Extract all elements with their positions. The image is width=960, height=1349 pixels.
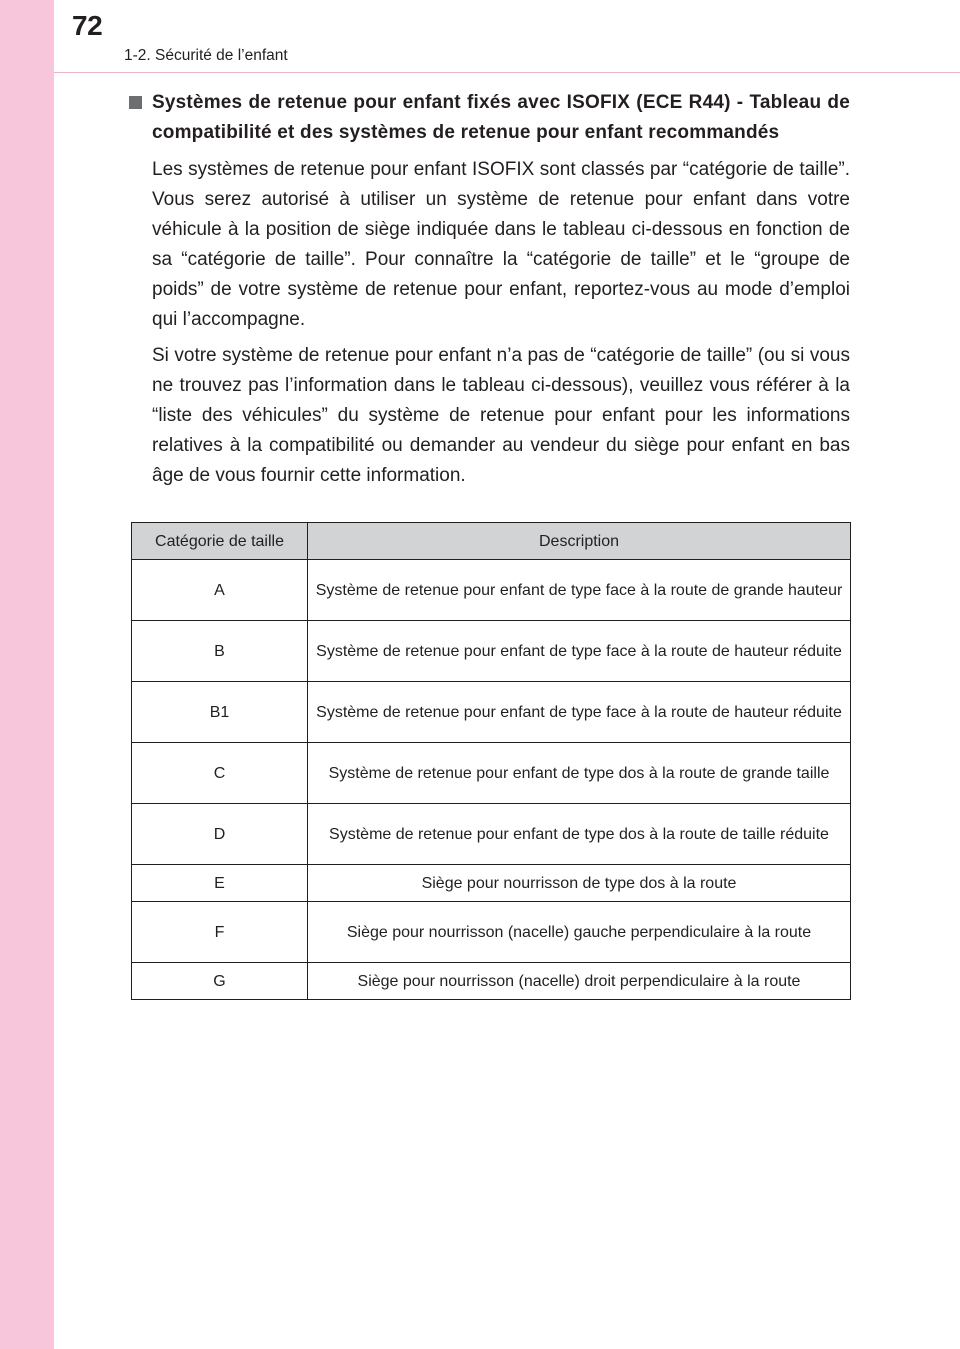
table-row <box>132 682 851 743</box>
description-cell: Système de retenue pour enfant de type face à la route de hauteur réduite <box>308 682 851 743</box>
table-row <box>132 902 851 963</box>
page-number: 72 <box>72 10 103 41</box>
size-category-cell: D <box>132 804 308 865</box>
section-heading-text: Systèmes de retenue pour enfant fixés avec ISOFIX (ECE R44) - Tableau de compatibilité et des systèmes de retenue pour enfant recommandés <box>152 92 850 143</box>
section-header: 1-2. Sécurité de l’enfant <box>124 47 288 64</box>
table-row <box>132 621 851 682</box>
table-row <box>132 963 851 1000</box>
size-category-cell: E <box>132 865 308 902</box>
size-category-cell: A <box>132 560 308 621</box>
description-cell: Système de retenue pour enfant de type face à la route de grande hauteur <box>308 560 851 621</box>
size-category-cell: C <box>132 743 308 804</box>
header-rule <box>54 72 960 73</box>
size-category-cell: B1 <box>132 682 308 743</box>
description-cell: Système de retenue pour enfant de type dos à la route de taille réduite <box>308 804 851 865</box>
size-category-cell: F <box>132 902 308 963</box>
table-row <box>132 865 851 902</box>
size-category-table <box>131 522 851 1000</box>
description-cell: Siège pour nourrisson de type dos à la route <box>308 865 851 902</box>
description-cell: Siège pour nourrisson (nacelle) gauche perpendiculaire à la route <box>308 902 851 963</box>
paragraph: Si votre système de retenue pour enfant n’a pas de “catégorie de taille” (ou si vous ne trouvez pas l’information dans le tableau ci-dessous), veuillez vous référer à la “liste des véhicules” du système de retenue pour enfant pour les informations relatives à la compatibilité ou demander au vendeur du siège pour enfant en bas âge de vous fournir cette information. <box>152 345 850 486</box>
page-sidebar-tab <box>0 0 54 1349</box>
table-header-cell: Description <box>308 523 851 560</box>
description-cell: Système de retenue pour enfant de type face à la route de hauteur réduite <box>308 621 851 682</box>
table-header-cell: Catégorie de taille <box>132 523 308 560</box>
description-cell: Siège pour nourrisson (nacelle) droit perpendiculaire à la route <box>308 963 851 1000</box>
table-row <box>132 743 851 804</box>
paragraph: Les systèmes de retenue pour enfant ISOFIX sont classés par “catégorie de taille”. Vous serez autorisé à utiliser un système de retenue pour enfant dans votre véhicule à la position de siège indiquée dans le tableau ci-dessous en fonction de sa “catégorie de taille”. Pour connaître la “catégorie de taille” et le “groupe de poids” de votre système de retenue pour enfant, reportez-vous au mode d’emploi qui l’accompagne. <box>152 159 850 330</box>
section-heading <box>120 88 850 148</box>
size-category-cell: G <box>132 963 308 1000</box>
table-row <box>132 560 851 621</box>
main-content <box>120 88 850 491</box>
table-header-row <box>132 523 851 560</box>
size-category-cell: B <box>132 621 308 682</box>
square-bullet-icon <box>129 96 142 109</box>
table-row <box>132 804 851 865</box>
description-cell: Système de retenue pour enfant de type dos à la route de grande taille <box>308 743 851 804</box>
